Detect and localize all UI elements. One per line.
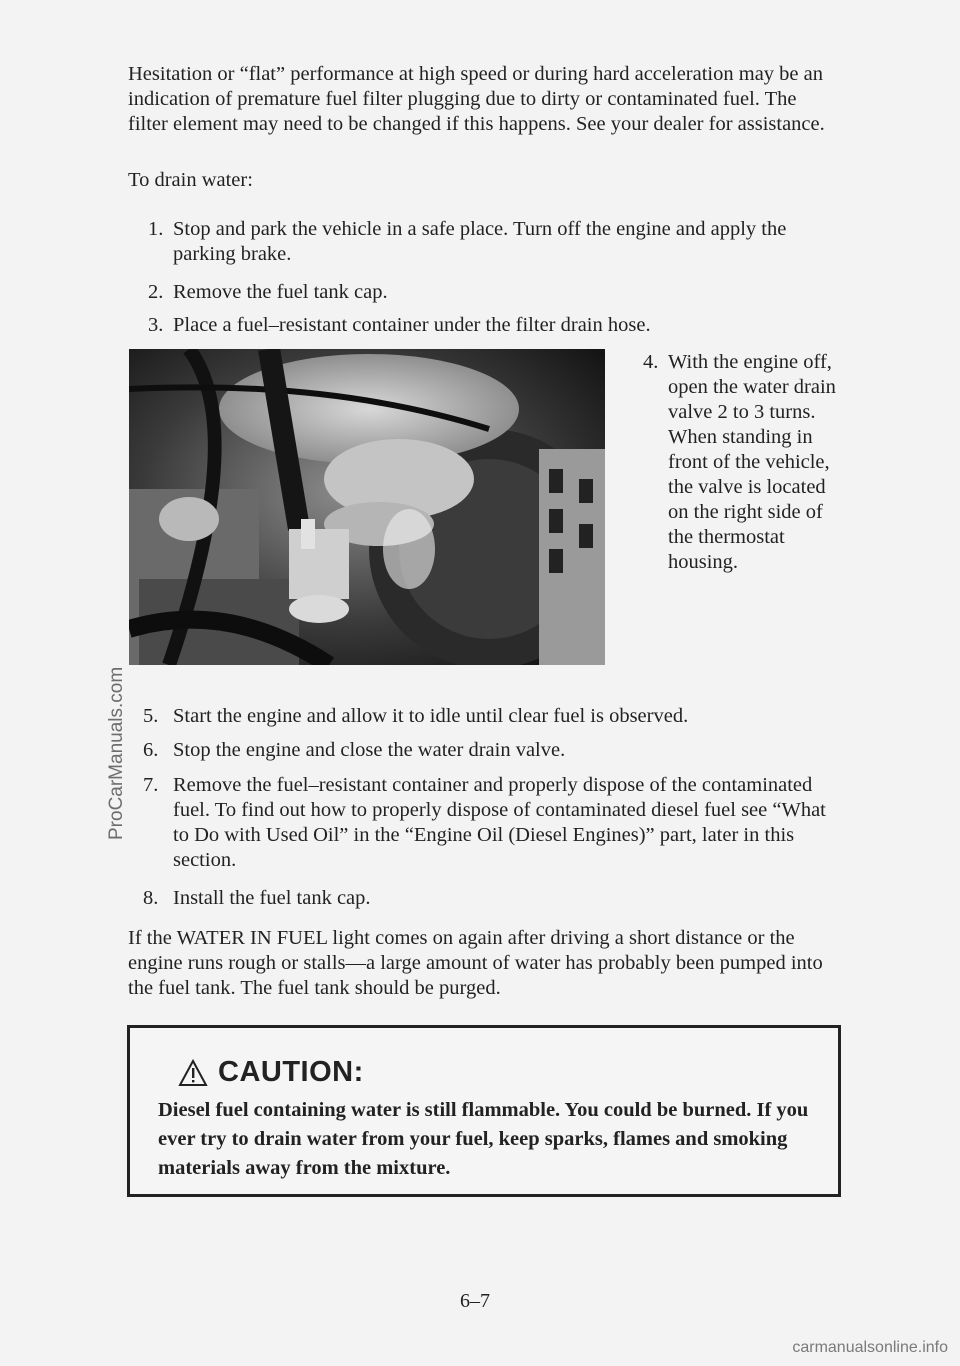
caution-box <box>127 1025 841 1197</box>
step-text: Remove the fuel–resistant container and properly dispose of the contaminated fuel. To find out how to properly dispose of contaminated diesel fuel see “What to Do with Used Oil” in the “Engine Oil (Diesel Engines)” part, later in this section. <box>173 774 826 871</box>
step-number: 8. <box>143 887 159 909</box>
side-watermark: ProCarManuals.com <box>106 666 127 840</box>
step-number: 4. <box>643 351 659 373</box>
drain-heading: To drain water: <box>128 169 253 191</box>
caution-heading <box>178 1056 364 1089</box>
step-number: 1. <box>148 218 164 240</box>
step-number: 6. <box>143 739 159 761</box>
bottom-watermark: carmanualsonline.info <box>792 1339 948 1356</box>
drain-valve-photo <box>129 349 605 665</box>
water-in-fuel-paragraph: If the WATER IN FUEL light comes on again after driving a short distance or the engine runs rough or stalls—a large amount of water has probably been pumped into the fuel tank. The fuel tank should be purged. <box>128 927 823 999</box>
caution-title: CAUTION: <box>218 1056 364 1088</box>
step-text: Start the engine and allow it to idle until clear fuel is observed. <box>173 705 689 727</box>
step-number: 3. <box>148 314 164 336</box>
caution-text: Diesel fuel containing water is still flammable. You could be burned. If you ever try to drain water from your fuel, keep sparks, flames and smoking materials away from the mixture. <box>158 1099 809 1179</box>
warning-triangle-icon <box>178 1059 208 1087</box>
page-number: 6–7 <box>460 1290 490 1312</box>
step-text: Stop and park the vehicle in a safe place. Turn off the engine and apply the parking brake. <box>173 218 787 265</box>
step-text: With the engine off, open the water drain valve 2 to 3 turns. When standing in front of the vehicle, the valve is located on the right side of the thermostat housing. <box>668 351 836 573</box>
step-number: 2. <box>148 281 164 303</box>
engine-photo-illustration <box>129 349 605 665</box>
step-text: Stop the engine and close the water drain valve. <box>173 739 566 761</box>
intro-paragraph: Hesitation or “flat” performance at high speed or during hard acceleration may be an indication of premature fuel filter plugging due to dirty or contaminated fuel. The filter element may need to be changed if this happens. See your dealer for assistance. <box>128 63 825 135</box>
step-number: 5. <box>143 705 159 727</box>
step-text: Remove the fuel tank cap. <box>173 281 388 303</box>
step-text: Install the fuel tank cap. <box>173 887 371 909</box>
step-text: Place a fuel–resistant container under the filter drain hose. <box>173 314 651 336</box>
step-number: 7. <box>143 774 159 796</box>
